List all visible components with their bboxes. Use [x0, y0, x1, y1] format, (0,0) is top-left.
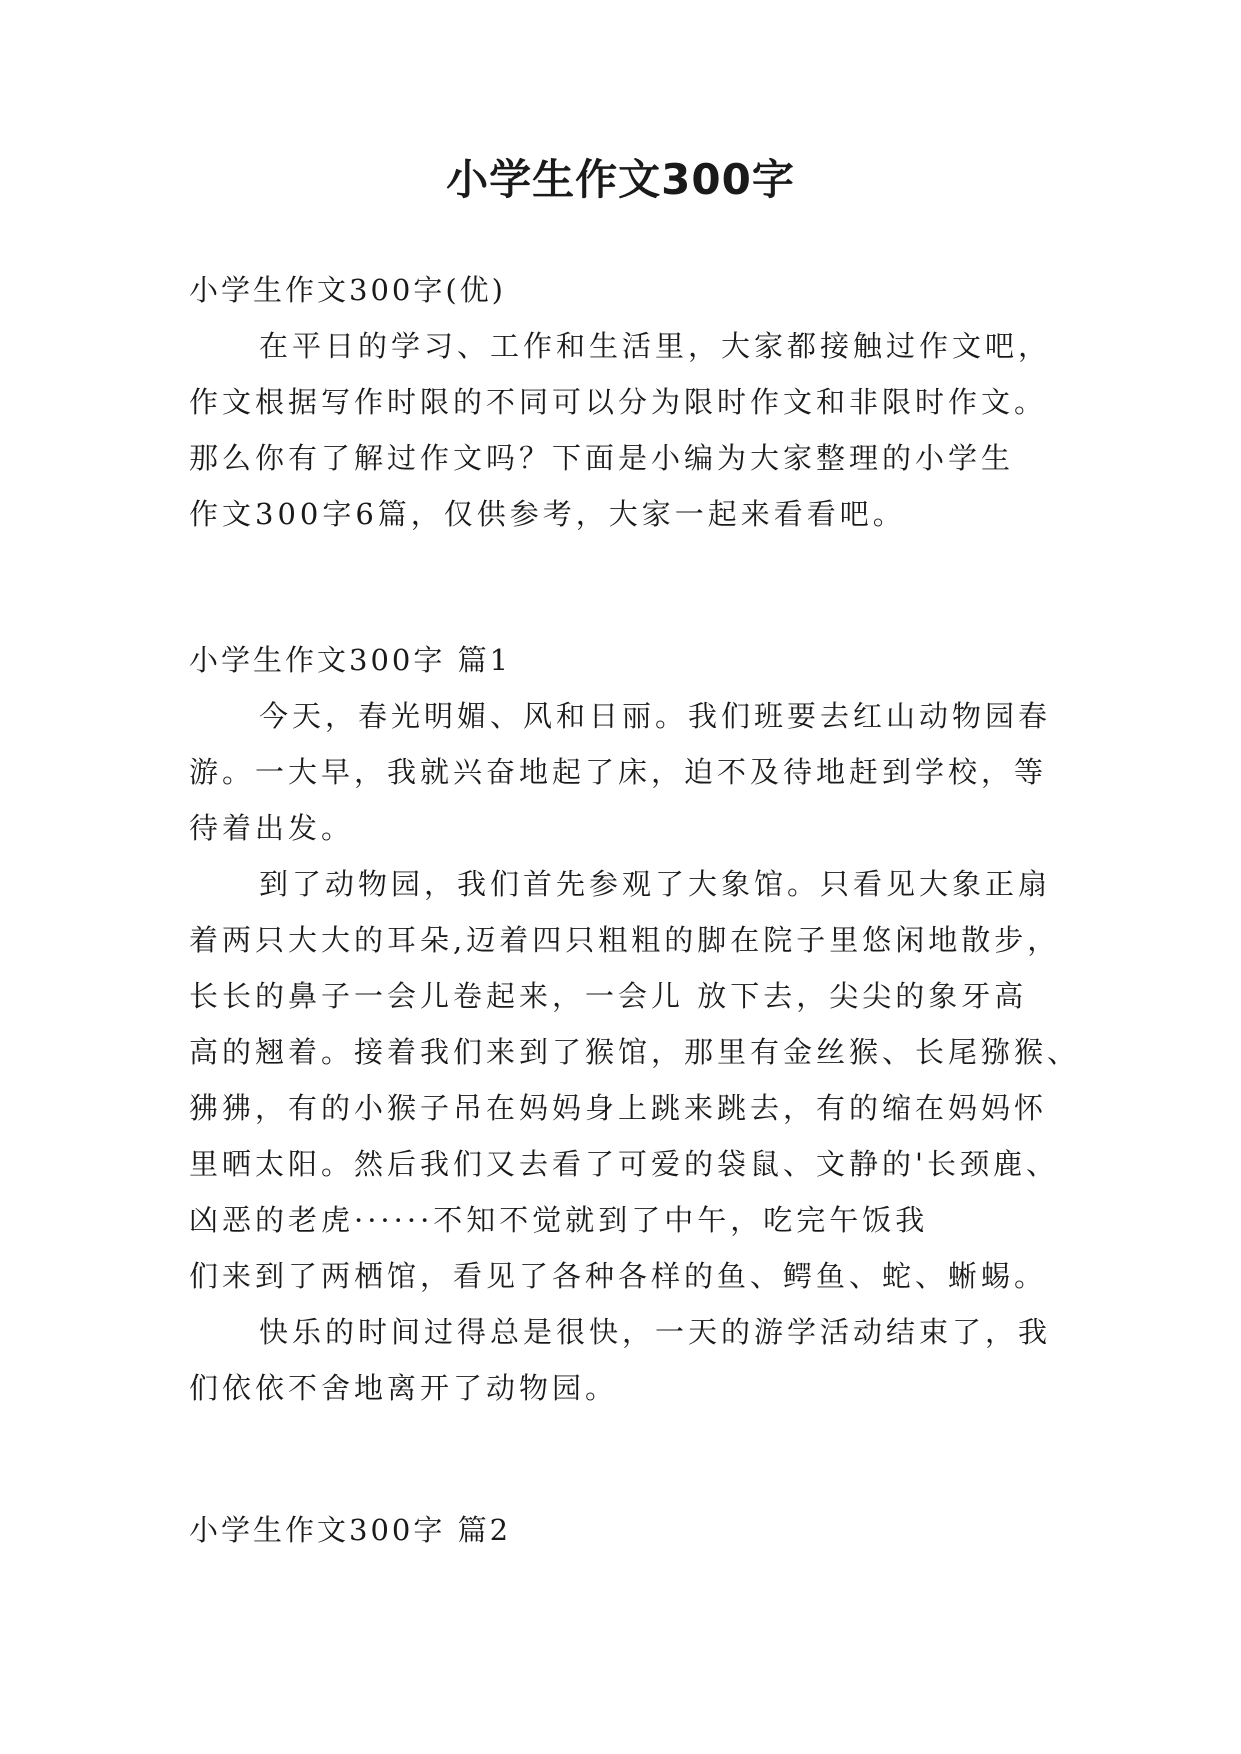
intro-line: 在平日的学习、工作和生活里，大家都接触过作文吧，: [259, 329, 1052, 363]
essay-1-p3-line: 们依依不舍地离开了动物园。: [189, 1371, 619, 1405]
essay-1-p2-line: 高的翘着。接着我们来到了猴馆，那里有金丝猴、长尾猕猴、: [189, 1035, 1081, 1069]
essay-1-p2-line: 们来到了两栖馆，看见了各种各样的鱼、鳄鱼、蛇、蜥蜴。: [189, 1259, 1048, 1293]
essay-1-p1-line: 今天，春光明媚、风和日丽。我们班要去红山动物园春: [259, 699, 1052, 733]
essay-1-p1-line: 游。一大早，我就兴奋地起了床，迫不及待地赶到学校，等: [189, 755, 1048, 789]
essay-1-p2-line: 长长的鼻子一会儿卷起来，一会儿 放下去，尖尖的象牙高: [189, 979, 1028, 1013]
essay-1-p1-line: 待着出发。: [189, 811, 355, 845]
essay-1-section: [189, 632, 1081, 1416]
essay-2-heading: 小学生作文300字 篇2: [189, 1513, 512, 1547]
essay-1-heading: 小学生作文300字 篇1: [189, 643, 512, 677]
essay-2-section: [189, 1502, 1059, 1558]
essay-1-p3-line: 快乐的时间过得总是很快，一天的游学活动结束了，我: [259, 1315, 1052, 1349]
document-title: 小学生作文300字: [446, 155, 795, 204]
intro-section: [189, 262, 1059, 542]
essay-1-p2-line: 到了动物园，我们首先参观了大象馆。只看见大象正扇: [259, 867, 1052, 901]
essay-1-p2-line: 里晒太阳。然后我们又去看了可爱的袋鼠、文静的'长颈鹿、: [189, 1147, 1059, 1181]
essay-1-p2-line: 狒狒，有的小猴子吊在妈妈身上跳来跳去，有的缩在妈妈怀: [189, 1091, 1048, 1125]
intro-heading: 小学生作文300字(优): [189, 273, 506, 307]
intro-line: 作文根据写作时限的不同可以分为限时作文和非限时作文。: [189, 385, 1048, 419]
essay-1-p2-line: 凶恶的老虎······不知不觉就到了中午，吃完午饭我: [189, 1203, 929, 1237]
essay-1-p2-line: 着两只大大的耳朵,迈着四只粗粗的脚在院子里悠闲地散步，: [189, 923, 1061, 957]
intro-line: 那么你有了解过作文吗？下面是小编为大家整理的小学生: [189, 441, 1015, 475]
intro-line: 作文300字6篇，仅供参考，大家一起来看看吧。: [189, 497, 906, 531]
